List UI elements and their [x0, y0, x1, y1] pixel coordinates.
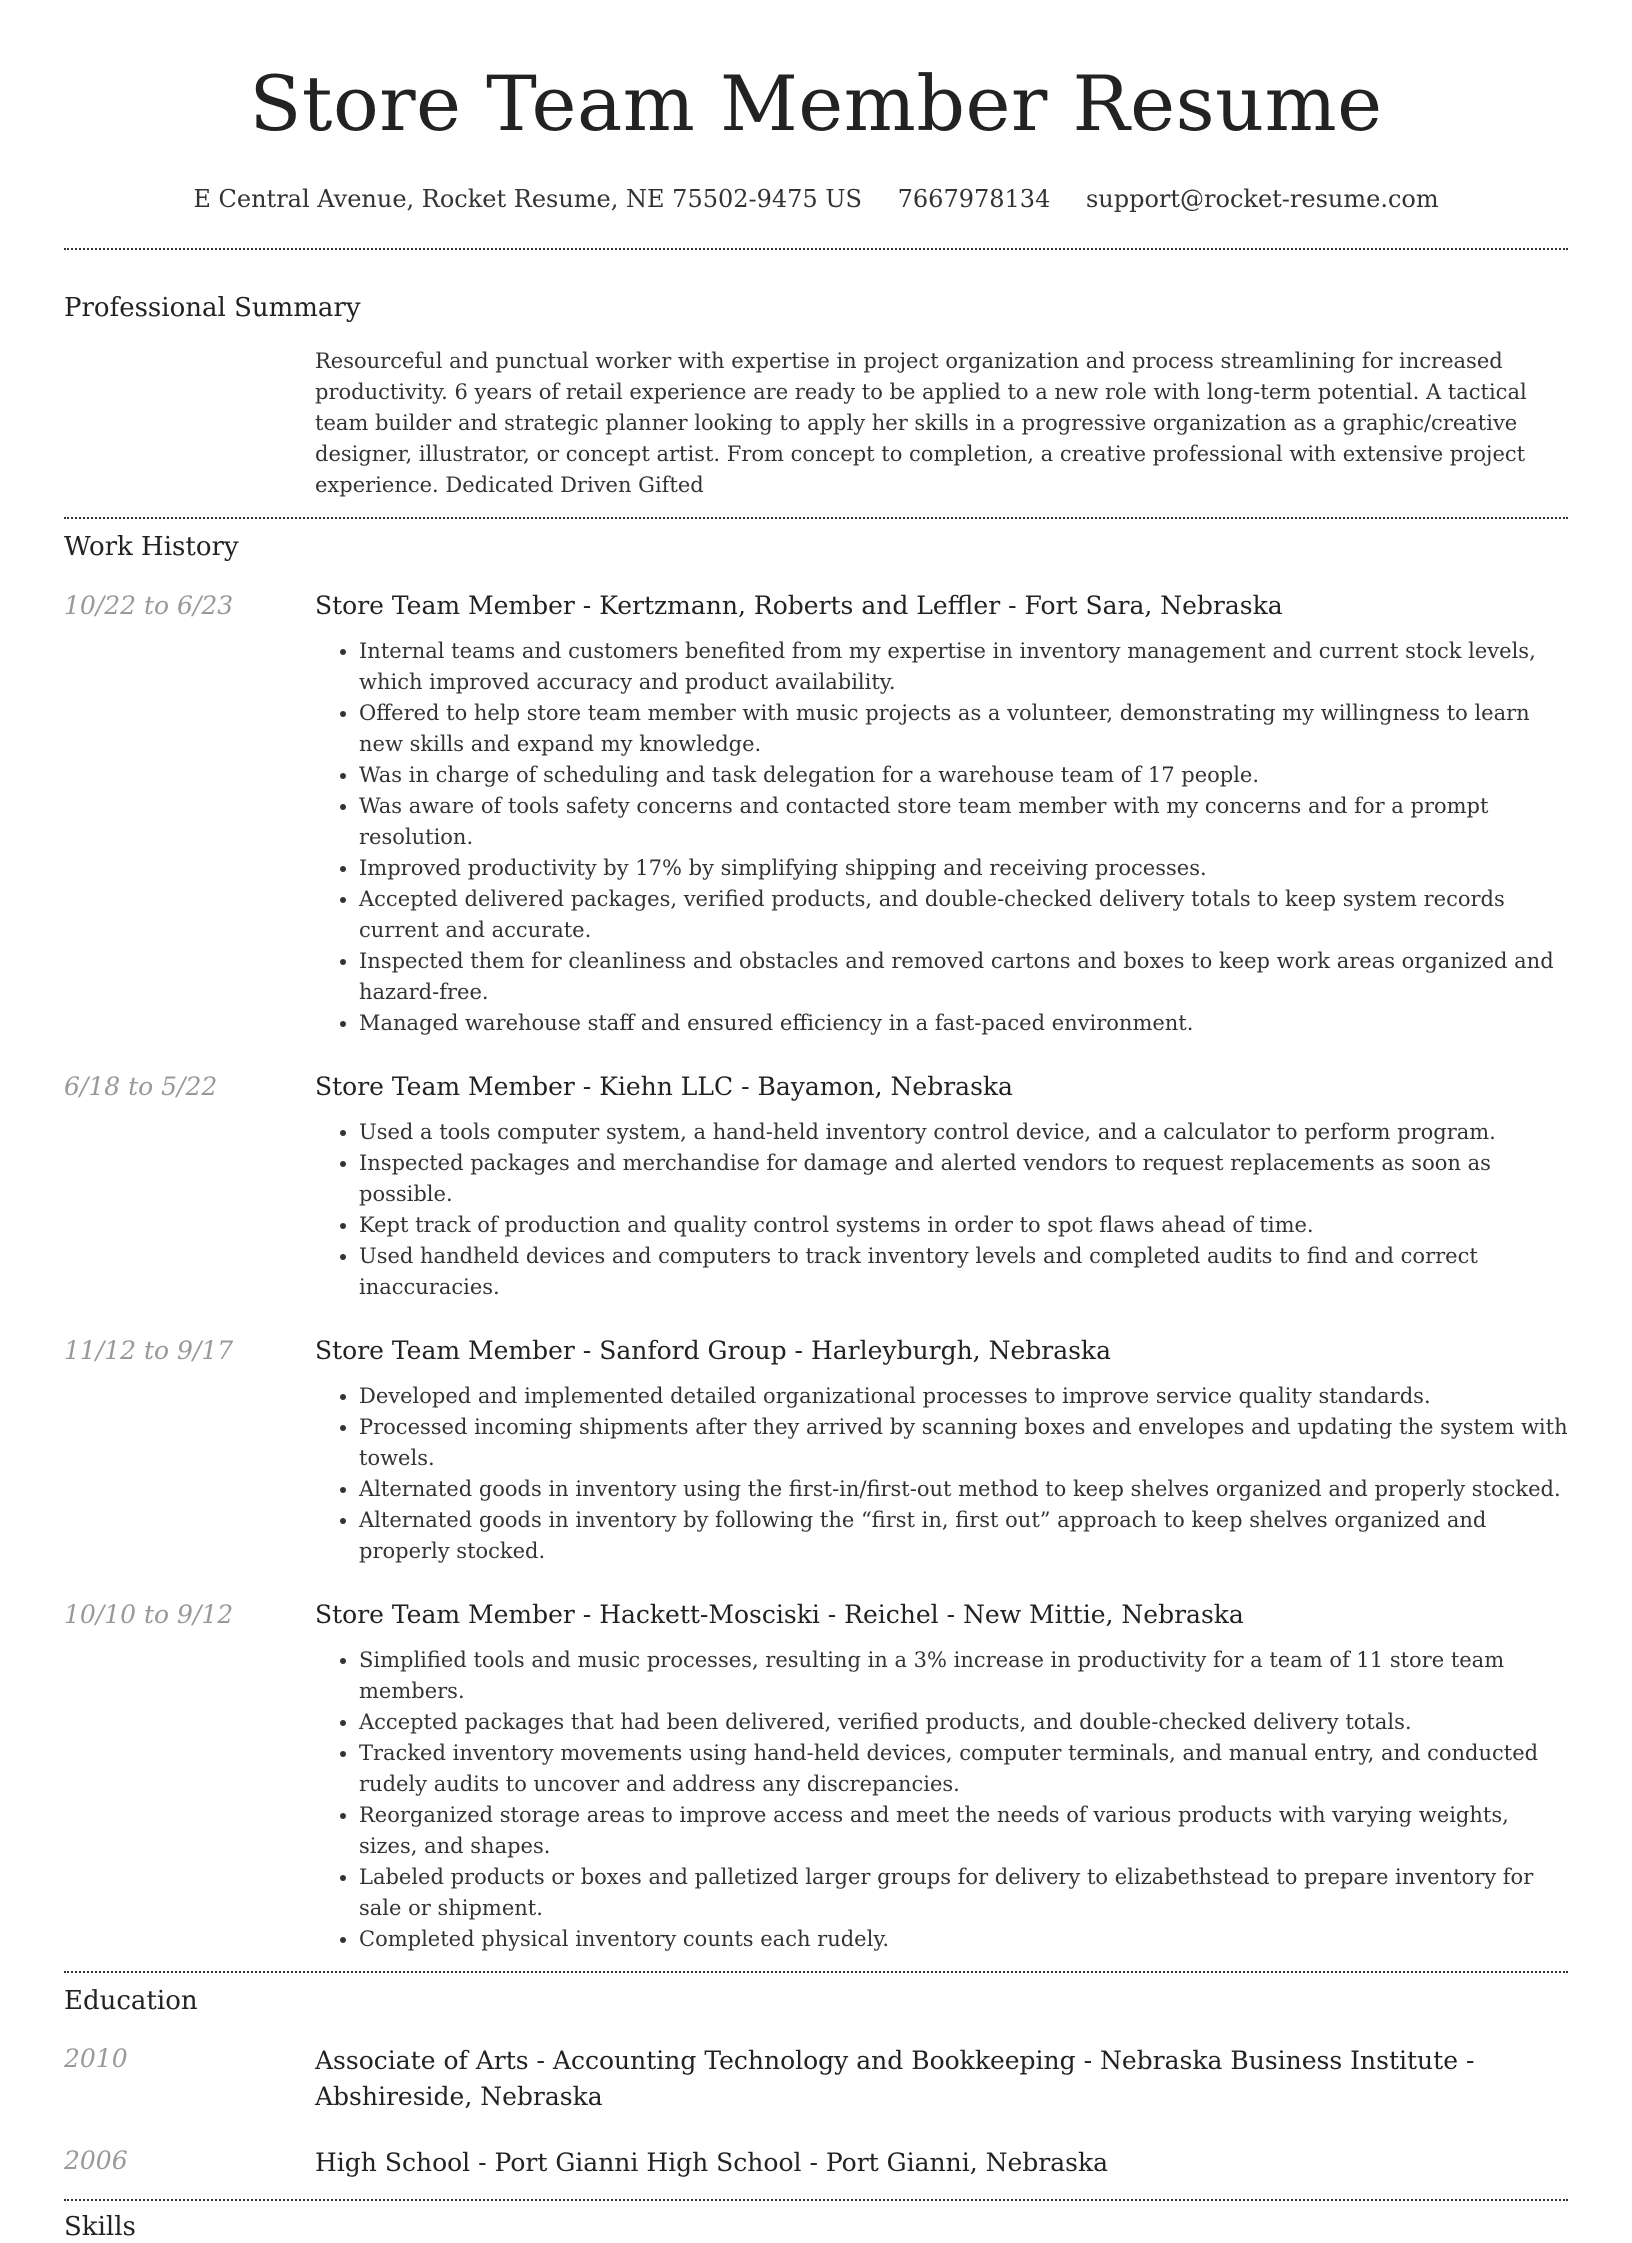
job-bullets: [315, 1645, 1568, 1955]
contact-email: support@rocket-resume.com: [1085, 185, 1439, 213]
job-title: Store Team Member - Sanford Group - Harleyburgh, Nebraska: [315, 1336, 1111, 1365]
education-year: 2010: [64, 2044, 128, 2073]
job-content: [315, 590, 1568, 1039]
job-content: [315, 1071, 1568, 1303]
job-bullet: • Accepted delivered packages, verified products, and double-checked delivery totals to keep system records current and accurate.: [359, 884, 1568, 946]
skills-section: [64, 2211, 1568, 2243]
job-entry: [64, 1335, 1568, 1567]
summary-section: [64, 292, 1568, 501]
work-history-section: [64, 531, 1568, 1955]
contact-address: E Central Avenue, Rocket Resume, NE 75502-9475 US: [193, 185, 862, 213]
contact-phone: 7667978134: [897, 185, 1051, 213]
resume-page: [64, 0, 1568, 2243]
job-title: Store Team Member - Kertzmann, Roberts and Leffler - Fort Sara, Nebraska: [315, 591, 1283, 620]
education-degree: Associate of Arts - Accounting Technology and Bookkeeping - Nebraska Business Institute - Abshireside, Nebraska: [315, 2046, 1475, 2111]
job-bullet: • Used handheld devices and computers to track inventory levels and completed audits to find and correct inaccuracies.: [359, 1241, 1568, 1303]
job-bullets: [315, 1117, 1568, 1303]
job-entry: [64, 1599, 1568, 1955]
job-bullet: • Offered to help store team member with music projects as a volunteer, demonstrating my willingness to learn new skills and expand my knowledge.: [359, 698, 1568, 760]
education-entry: [64, 2145, 1568, 2181]
section-title-skills: Skills: [64, 2212, 136, 2242]
job-bullet: • Alternated goods in inventory using the first-in/first-out method to keep shelves organized and properly stocked.: [359, 1474, 1568, 1505]
education-content: [315, 2145, 1568, 2181]
job-bullet: • Processed incoming shipments after they arrived by scanning boxes and envelopes and updating the system with towels.: [359, 1412, 1568, 1474]
job-bullet: • Completed physical inventory counts each rudely.: [359, 1924, 1568, 1955]
contact-info: [64, 184, 1568, 214]
job-entry: [64, 590, 1568, 1039]
job-bullets: [315, 636, 1568, 1039]
job-bullets: [315, 1381, 1568, 1567]
job-bullet: • Developed and implemented detailed organizational processes to improve service quality standards.: [359, 1381, 1568, 1412]
divider: [64, 1971, 1568, 1973]
section-title-work-history: Work History: [64, 532, 239, 562]
job-title: Store Team Member - Hackett-Mosciski - Reichel - New Mittie, Nebraska: [315, 1600, 1244, 1629]
job-content: [315, 1335, 1568, 1567]
job-entry: [64, 1071, 1568, 1303]
job-bullet: • Kept track of production and quality control systems in order to spot flaws ahead of time.: [359, 1210, 1568, 1241]
job-bullet: • Was in charge of scheduling and task delegation for a warehouse team of 17 people.: [359, 760, 1568, 791]
job-bullet: • Was aware of tools safety concerns and contacted store team member with my concerns and for a prompt resolution.: [359, 791, 1568, 853]
job-content: [315, 1599, 1568, 1955]
section-title-summary: Professional Summary: [64, 293, 361, 323]
job-bullet: • Inspected them for cleanliness and obstacles and removed cartons and boxes to keep work areas organized and hazard-free.: [359, 946, 1568, 1008]
divider: [64, 517, 1568, 519]
job-bullet: • Alternated goods in inventory by following the “first in, first out” approach to keep shelves organized and properly stocked.: [359, 1505, 1568, 1567]
job-bullet: • Used a tools computer system, a hand-held inventory control device, and a calculator to perform program.: [359, 1117, 1568, 1148]
job-dates: 6/18 to 5/22: [64, 1072, 218, 1101]
job-bullet: • Inspected packages and merchandise for damage and alerted vendors to request replacements as soon as possible.: [359, 1148, 1568, 1210]
job-bullet: • Labeled products or boxes and palletized larger groups for delivery to elizabethstead to prepare inventory for sale or shipment.: [359, 1862, 1568, 1924]
page-title: Store Team Member Resume: [249, 59, 1383, 148]
job-bullet: • Accepted packages that had been delivered, verified products, and double-checked delivery totals.: [359, 1707, 1568, 1738]
education-section: [64, 1985, 1568, 2181]
job-dates: 10/22 to 6/23: [64, 591, 234, 620]
education-entry: [64, 2043, 1568, 2115]
job-bullet: • Managed warehouse staff and ensured efficiency in a fast-paced environment.: [359, 1008, 1568, 1039]
summary-text: Resourceful and punctual worker with expertise in project organization and process streamlining for increased productivity. 6 years of retail experience are ready to be applied to a new role with long-term potential. A tactical team builder and strategic planner looking to apply her skills in a progressive organization as a graphic/creative designer, illustrator, or concept artist. From concept to completion, a creative professional with extensive project experience. Dedicated Driven Gifted: [315, 349, 1527, 497]
job-dates: 11/12 to 9/17: [64, 1336, 234, 1365]
job-bullet: • Reorganized storage areas to improve access and meet the needs of various products with varying weights, sizes, and shapes.: [359, 1800, 1568, 1862]
education-degree: High School - Port Gianni High School - Port Gianni, Nebraska: [315, 2148, 1109, 2177]
job-bullet: • Simplified tools and music processes, resulting in a 3% increase in productivity for a team of 11 store team members.: [359, 1645, 1568, 1707]
job-dates: 10/10 to 9/12: [64, 1600, 234, 1629]
divider: [64, 248, 1568, 250]
job-bullet: • Tracked inventory movements using hand-held devices, computer terminals, and manual entry, and conducted rudely audits to uncover and address any discrepancies.: [359, 1738, 1568, 1800]
section-title-education: Education: [64, 1986, 198, 2016]
education-year: 2006: [64, 2146, 128, 2175]
divider: [64, 2199, 1568, 2201]
education-content: [315, 2043, 1568, 2115]
job-bullet: • Improved productivity by 17% by simplifying shipping and receiving processes.: [359, 853, 1568, 884]
job-bullet: • Internal teams and customers benefited from my expertise in inventory management and current stock levels, which improved accuracy and product availability.: [359, 636, 1568, 698]
job-title: Store Team Member - Kiehn LLC - Bayamon, Nebraska: [315, 1072, 1013, 1101]
